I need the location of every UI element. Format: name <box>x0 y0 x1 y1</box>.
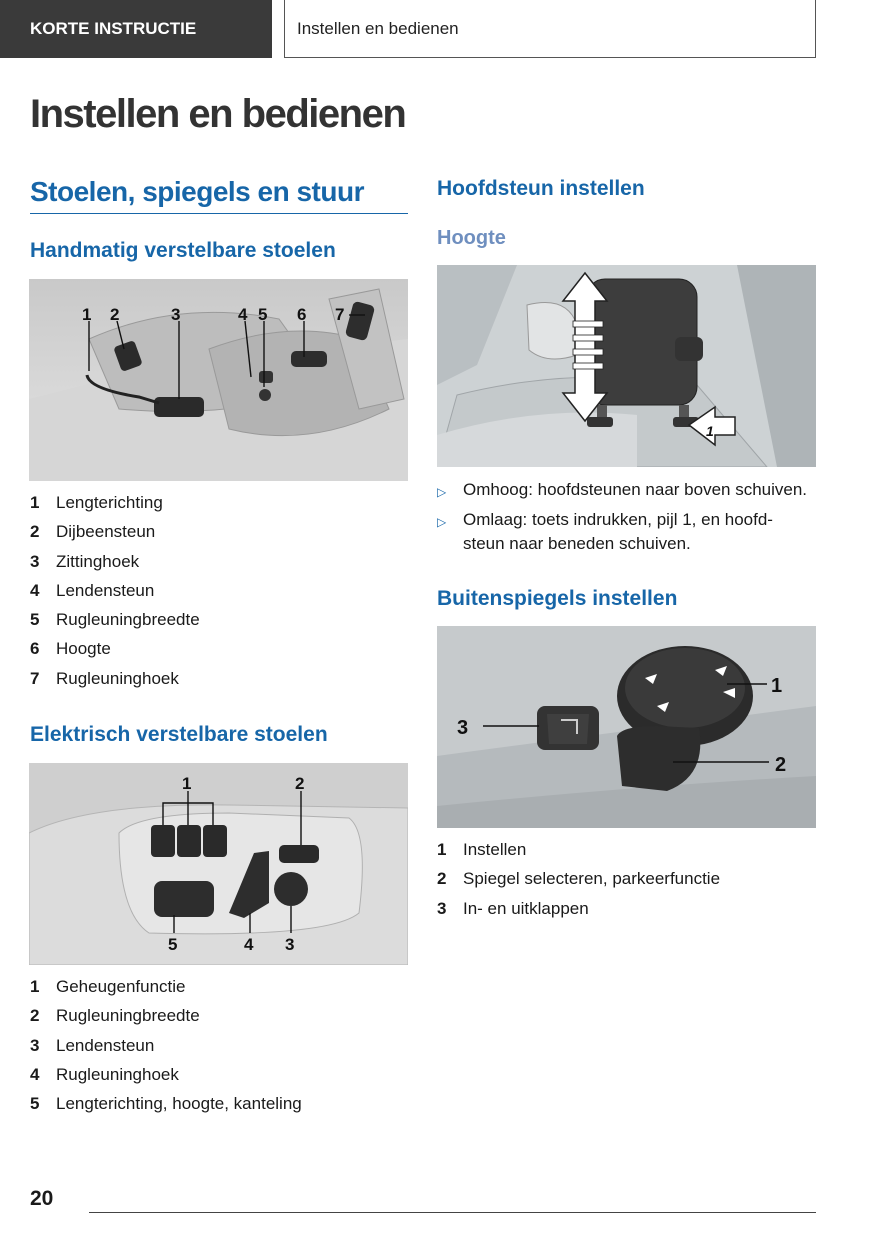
page-title: Instellen en bedienen <box>30 92 406 136</box>
list-item: 2 Dijbeensteun <box>30 522 156 542</box>
manual-label-2: 2 <box>110 305 120 324</box>
mirror-label-3: 3 <box>457 717 469 739</box>
electric-label-3: 3 <box>285 935 295 954</box>
list-item: 3 Lendensteun <box>30 1035 155 1055</box>
headrest-figure <box>437 265 816 467</box>
list-item: ▷ Omlaag: toets indrukken, pijl 1, en hoofd-steun naar beneden schuiven. <box>437 508 816 556</box>
mirror-legend <box>437 840 816 928</box>
triangle-bullet-icon: ▷ <box>437 485 447 499</box>
list-item: 1 Instellen <box>437 840 527 859</box>
list-item: 5 Lengterichting, hoogte, kanteling <box>30 1094 302 1114</box>
list-item: 1 Geheugenfunctie <box>30 977 186 996</box>
header-tab: KORTE INSTRUCTIE <box>0 0 272 58</box>
list-item: 4 Rugleuninghoek <box>30 1064 179 1084</box>
page-number: 20 <box>30 1187 54 1210</box>
headrest-instructions <box>437 478 816 560</box>
list-item: 6 Hoogte <box>30 639 111 659</box>
manual-label-4: 4 <box>238 305 248 324</box>
list-item: 3 Zittinghoek <box>30 551 140 571</box>
headrest-subtitle: Hoogte <box>437 227 506 249</box>
mirror-label-1: 1 <box>771 675 783 697</box>
footer-rule <box>89 1212 816 1213</box>
manual-label-6: 6 <box>297 305 307 324</box>
manual-label-5: 5 <box>258 305 268 324</box>
headrest-title: Hoofdsteun instellen <box>437 177 645 200</box>
list-item: 5 Rugleuningbreedte <box>30 610 200 630</box>
electric-label-4: 4 <box>244 935 254 954</box>
manual-seat-legend <box>30 493 408 698</box>
manual-label-3: 3 <box>171 305 181 324</box>
list-item: 4 Lendensteun <box>30 580 155 600</box>
manual-seat-figure <box>29 279 408 481</box>
mirrors-title: Buitenspiegels instellen <box>437 587 678 610</box>
breadcrumb: Instellen en bedienen <box>284 0 816 58</box>
list-item: 3 In- en uitklappen <box>437 898 589 918</box>
electric-seat-figure <box>29 763 408 965</box>
headrest-label-1: 1 <box>706 423 714 439</box>
mirror-control-figure <box>437 626 816 828</box>
electric-seat-legend <box>30 977 408 1123</box>
list-item: 2 Spiegel selecteren, parkeerfunctie <box>437 869 721 889</box>
list-item: 7 Rugleuninghoek <box>30 668 179 688</box>
list-item: 1 Lengterichting <box>30 493 163 512</box>
section-rule <box>30 213 408 214</box>
list-item: ▷ Omhoog: hoofdsteunen naar boven schuiven. <box>437 478 816 504</box>
manual-label-7: 7 <box>335 305 345 324</box>
section-title: Stoelen, spiegels en stuur <box>30 176 364 207</box>
electric-label-5: 5 <box>168 935 178 954</box>
list-item: 2 Rugleuningbreedte <box>30 1006 200 1026</box>
mirror-label-2: 2 <box>775 754 787 776</box>
manual-seats-title: Handmatig verstelbare stoelen <box>30 239 336 262</box>
electric-seats-title: Elektrisch verstelbare stoelen <box>30 723 328 746</box>
manual-label-1: 1 <box>82 305 92 324</box>
electric-label-1: 1 <box>182 774 192 793</box>
electric-label-2: 2 <box>295 774 305 793</box>
triangle-bullet-icon: ▷ <box>437 515 447 529</box>
